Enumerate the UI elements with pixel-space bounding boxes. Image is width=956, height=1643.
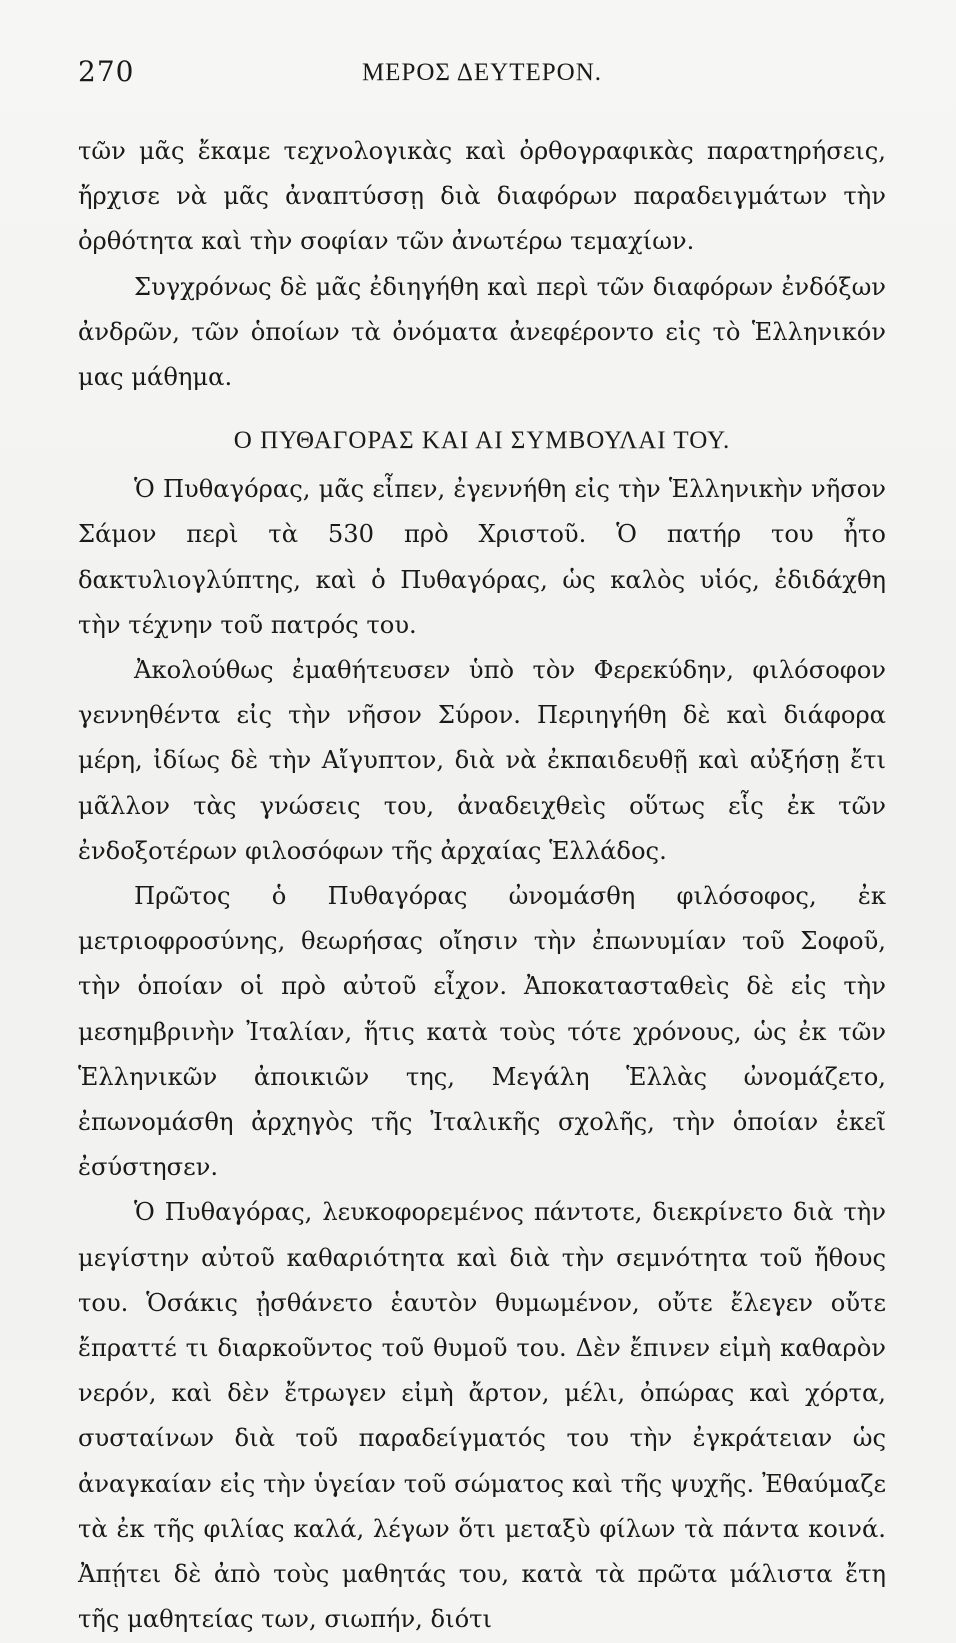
paragraph-education: Ἀκολούθως ἐμαθήτευσεν ὑπὸ τὸν Φερεκύδην, φιλόσοφον γεννηθέντα εἰς τὴν νῆσον Σύρον. Περιηγήθη δὲ καὶ διάφορα μέρη, ἰδίως δὲ τὴν Αἴγυπτον, διὰ νὰ ἐκπαιδευθῇ καὶ αὐξήσῃ ἔτι μᾶλλον τὰς γνώσεις του, ἀναδειχθεὶς οὕτως εἷς ἐκ τῶν ἐνδοξοτέρων φιλοσόφων τῆς ἀρχαίας Ἑλλάδος. [78,656,886,865]
running-header [78,55,886,99]
running-title: ΜΕΡΟΣ ΔΕΥΤΕΡΟΝ. [361,59,603,86]
paragraph-famous-men: Συγχρόνως δὲ μᾶς ἐδιηγήθη καὶ περὶ τῶν διαφόρων ἐνδόξων ἀνδρῶν, τῶν ὁποίων τὰ ὀνόματα ἀνεφέροντο εἰς τὸ Ἑλληνικόν μας μάθημα. [78,272,886,392]
paragraph-continuation: τῶν μᾶς ἔκαμε τεχνολογικὰς καὶ ὀρθογραφικὰς παρατηρήσεις, ἤρχισε νὰ μᾶς ἀναπτύσσῃ διὰ διαφόρων παραδειγμάτων τὴν ὀρθότητα καὶ τὴν σοφίαν τῶν ἀνωτέρω τεμαχίων. [78,137,886,256]
section-title: Ο ΠΥΘΑΓΟΡΑΣ ΚΑΙ ΑΙ ΣΥΜΒΟΥΛΑΙ ΤΟΥ. [233,427,731,455]
paragraph-philosopher: Πρῶτος ὁ Πυθαγόρας ὠνομάσθη φιλόσοφος, ἐκ μετριοφροσύνης, θεωρήσας οἴησιν τὴν ἐπωνυμίαν τοῦ Σοφοῦ, τὴν ὁποίαν οἱ πρὸ αὐτοῦ εἶχον. Ἀποκατασταθεὶς δὲ εἰς τὴν μεσημβρινὴν Ἰταλίαν, ἥτις κατὰ τοὺς τότε χρόνους, ὡς ἐκ τῶν Ἑλληνικῶν ἀποικιῶν της, Μεγάλη Ἑλλὰς ὠνομάζετο, ἐπωνομάσθη ἀρχηγὸς τῆς Ἰταλικῆς σχολῆς, τὴν ὁποίαν ἐκεῖ ἐσύστησεν. [78,882,886,1182]
page-number: 270 [78,55,135,88]
paragraph-birth: Ὁ Πυθαγόρας, μᾶς εἶπεν, ἐγεννήθη εἰς τὴν Ἑλληνικὴν νῆσον Σάμον περὶ τὰ 530 πρὸ Χριστοῦ. Ὁ πατήρ του ἦτο δακτυλιογλύπτης, καὶ ὁ Πυθαγόρας, ὡς καλὸς υἱός, ἐδιδάχθη τὴν τέχνην τοῦ πατρός του. [78,475,886,639]
page-content [78,129,886,1643]
paragraph-character: Ὁ Πυθαγόρας, λευκοφορεμένος πάντοτε, διεκρίνετο διὰ τὴν μεγίστην αὐτοῦ καθαριότητα καὶ διὰ τὴν σεμνότητα τοῦ ἤθους του. Ὁσάκις ᾐσθάνετο ἑαυτὸν θυμωμένον, οὔτε ἔλεγεν οὔτε ἔπραττέ τι διαρκοῦντος τοῦ θυμοῦ του. Δὲν ἔπινεν εἰμὴ καθαρὸν νερόν, καὶ δὲν ἔτρωγεν εἰμὴ ἄρτον, μέλι, ὀπώρας καὶ χόρτα, συσταίνων διὰ τοῦ παραδείγματός του τὴν ἐγκράτειαν ὡς ἀναγκαίαν εἰς τὴν ὑγείαν τοῦ σώματος καὶ τῆς ψυχῆς. Ἐθαύμαζε τὰ ἐκ τῆς φιλίας καλά, λέγων ὅτι μεταξὺ φίλων τὰ πάντα κοινά. Ἀπῄτει δὲ ἀπὸ τοὺς μαθητάς του, κατὰ τὰ πρῶτα μάλιστα ἔτη τῆς μαθητείας των, σιωπήν, διότι [78,1198,886,1634]
